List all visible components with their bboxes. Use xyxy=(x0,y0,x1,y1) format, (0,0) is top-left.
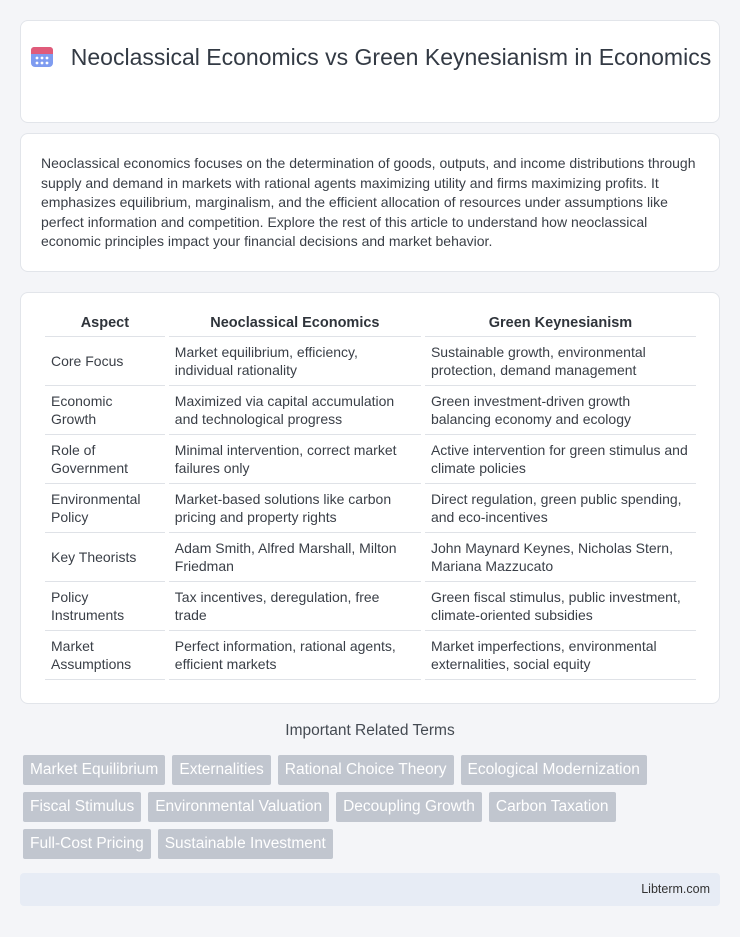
related-term-tag[interactable]: Ecological Modernization xyxy=(461,755,647,785)
table-row xyxy=(45,386,696,435)
related-term-tag[interactable]: Fiscal Stimulus xyxy=(23,792,141,822)
header-green-keynesianism: Green Keynesianism xyxy=(425,315,696,337)
cell-aspect: Policy Instruments xyxy=(45,582,165,631)
table-row xyxy=(45,582,696,631)
header-neoclassical: Neoclassical Economics xyxy=(169,315,421,337)
table-row xyxy=(45,533,696,582)
cell-aspect: Market Assumptions xyxy=(45,631,165,680)
cell-green-keynesianism: Active intervention for green stimulus and climate policies xyxy=(425,435,696,484)
cell-aspect: Economic Growth xyxy=(45,386,165,435)
page-title: Neoclassical Economics vs Green Keynesianism in Economics xyxy=(70,44,712,70)
table-row xyxy=(45,484,696,533)
table-row xyxy=(45,337,696,386)
related-term-tag[interactable]: Rational Choice Theory xyxy=(278,755,454,785)
comparison-table xyxy=(41,315,700,680)
related-term-tag[interactable]: Carbon Taxation xyxy=(489,792,616,822)
related-terms-list xyxy=(23,755,713,859)
calendar-icon xyxy=(29,43,55,69)
related-term-tag[interactable]: Decoupling Growth xyxy=(336,792,482,822)
table-row xyxy=(45,631,696,680)
cell-green-keynesianism: Green investment-driven growth balancing economy and ecology xyxy=(425,386,696,435)
table-header-row xyxy=(45,315,696,337)
cell-green-keynesianism: Direct regulation, green public spending, and eco-incentives xyxy=(425,484,696,533)
related-term-tag[interactable]: Environmental Valuation xyxy=(148,792,329,822)
cell-aspect: Key Theorists xyxy=(45,533,165,582)
table-row xyxy=(45,435,696,484)
footer-brand-link[interactable]: Libterm.com xyxy=(641,882,710,896)
header-aspect: Aspect xyxy=(45,315,165,337)
cell-neoclassical: Market equilibrium, efficiency, individual rationality xyxy=(169,337,421,386)
comparison-card xyxy=(20,292,720,704)
footer xyxy=(20,873,720,906)
page-title-wrap xyxy=(21,43,719,72)
cell-neoclassical: Tax incentives, deregulation, free trade xyxy=(169,582,421,631)
related-term-tag[interactable]: Full-Cost Pricing xyxy=(23,829,151,859)
cell-neoclassical: Adam Smith, Alfred Marshall, Milton Friedman xyxy=(169,533,421,582)
cell-neoclassical: Perfect information, rational agents, efficient markets xyxy=(169,631,421,680)
cell-neoclassical: Market-based solutions like carbon pricing and property rights xyxy=(169,484,421,533)
cell-aspect: Environmental Policy xyxy=(45,484,165,533)
related-term-tag[interactable]: Sustainable Investment xyxy=(158,829,333,859)
cell-aspect: Core Focus xyxy=(45,337,165,386)
related-term-tag[interactable]: Externalities xyxy=(172,755,270,785)
intro-text: Neoclassical economics focuses on the determination of goods, outputs, and income distributions through supply and demand in markets with rational agents maximizing utility and firms maximizing profits. It emphasizes equilibrium, marginalism, and the efficient allocation of resources under assumptions like perfect information and competition. Explore the rest of this article to understand how neoclassical economic principles impact your financial decisions and market behavior. xyxy=(41,155,696,250)
title-card xyxy=(20,20,720,123)
cell-neoclassical: Minimal intervention, correct market failures only xyxy=(169,435,421,484)
cell-aspect: Role of Government xyxy=(45,435,165,484)
related-terms-title: Important Related Terms xyxy=(285,722,455,739)
cell-green-keynesianism: Sustainable growth, environmental protection, demand management xyxy=(425,337,696,386)
cell-green-keynesianism: Market imperfections, environmental externalities, social equity xyxy=(425,631,696,680)
cell-green-keynesianism: Green fiscal stimulus, public investment, climate-oriented subsidies xyxy=(425,582,696,631)
cell-neoclassical: Maximized via capital accumulation and technological progress xyxy=(169,386,421,435)
related-term-tag[interactable]: Market Equilibrium xyxy=(23,755,165,785)
cell-green-keynesianism: John Maynard Keynes, Nicholas Stern, Mariana Mazzucato xyxy=(425,533,696,582)
intro-card xyxy=(20,133,720,272)
